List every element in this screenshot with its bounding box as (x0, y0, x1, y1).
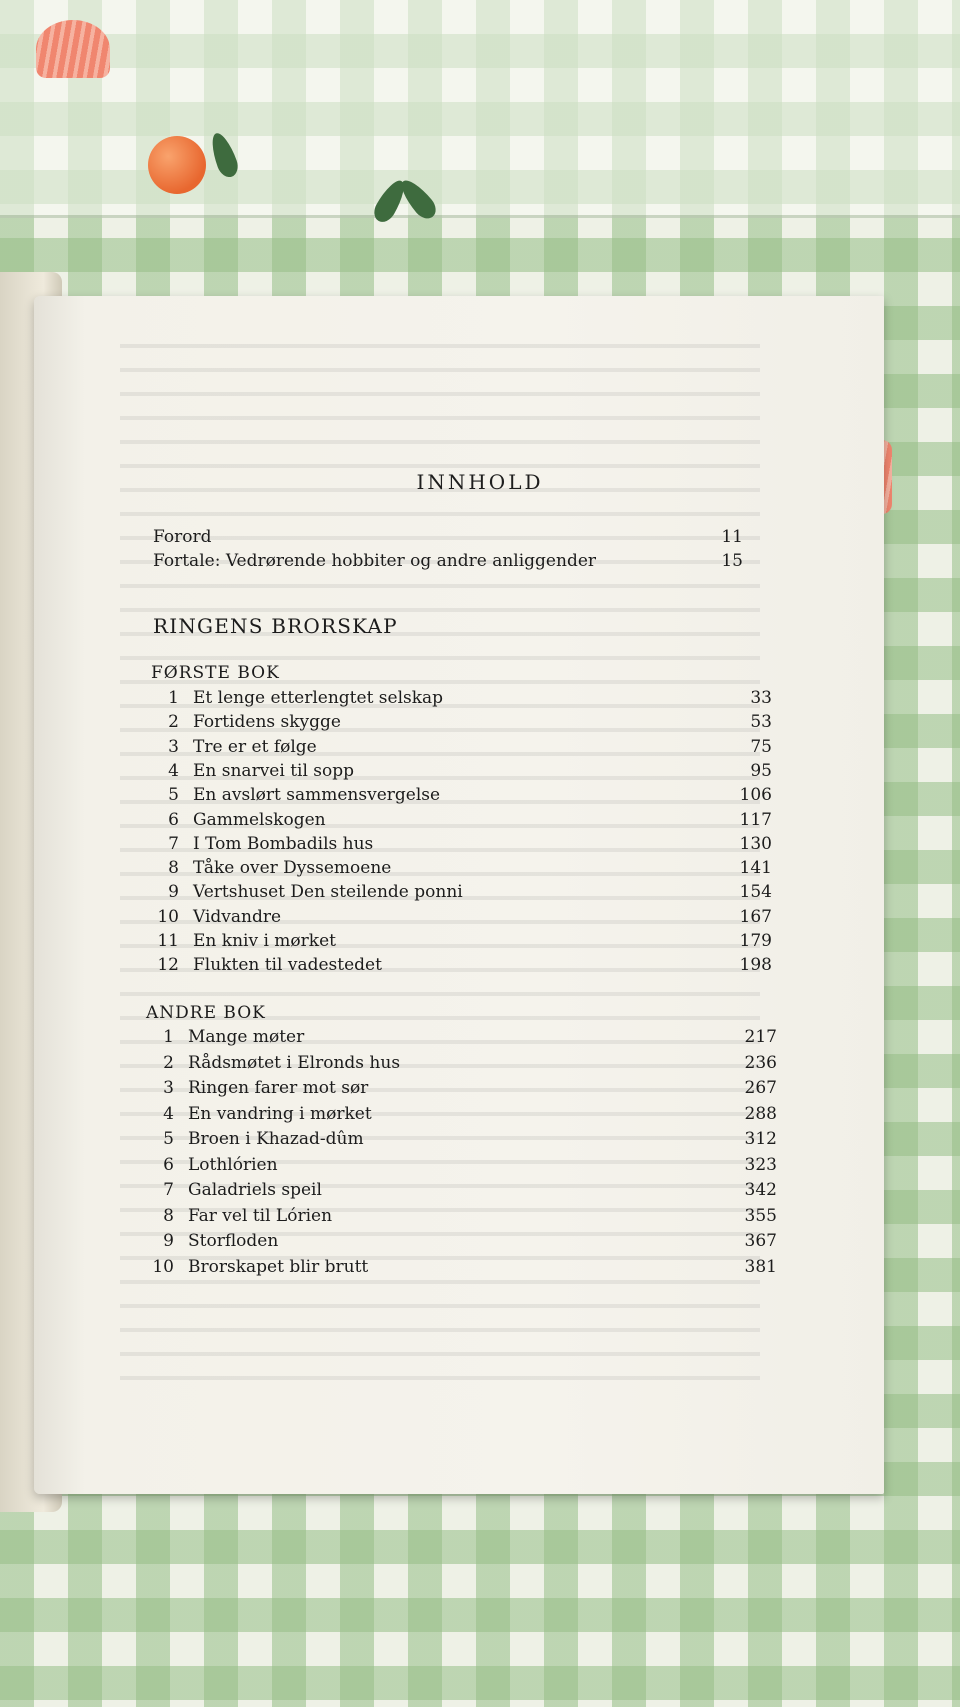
chapter-number: 4 (163, 1103, 174, 1124)
chapter-row (157, 858, 807, 880)
chapter-row (152, 1155, 802, 1177)
chapter-row (152, 1231, 802, 1253)
chapter-number: 10 (152, 1256, 174, 1277)
chapter-number: 12 (157, 955, 179, 976)
chapter-row (152, 1078, 802, 1100)
chapter-row (152, 1180, 802, 1202)
chapter-page: 53 (750, 712, 772, 733)
chapter-number: 7 (168, 833, 179, 854)
chapter-row (157, 907, 807, 929)
chapter-number: 9 (163, 1231, 174, 1251)
chapter-number: 10 (157, 906, 179, 927)
chapter-page: 236 (744, 1052, 777, 1073)
chapter-row (157, 737, 807, 759)
chapter-page: 267 (744, 1078, 777, 1098)
chapter-page: 288 (744, 1103, 777, 1124)
entry-title: Fortale: Vedrørende hobbiter og andre anliggender (153, 551, 597, 571)
chapter-title: En snarvei til sopp (193, 760, 355, 781)
chapter-number: 8 (163, 1205, 174, 1226)
chapter-title: Broen i Khazad-dûm (188, 1129, 364, 1149)
chapter-row (157, 688, 807, 710)
chapter-page: 130 (739, 833, 772, 854)
book-title: FØRSTE BOK (151, 663, 280, 683)
chapter-title: Vertshuset Den steilende ponni (193, 882, 463, 903)
chapter-page: 342 (744, 1180, 777, 1200)
chapter-number: 3 (168, 736, 179, 757)
chapter-number: 5 (163, 1129, 174, 1149)
chapter-title: Vidvandre (193, 906, 282, 927)
chapter-page: 141 (739, 858, 772, 879)
chapter-title: Flukten til vadestedet (193, 955, 382, 976)
chapter-title: En vandring i mørket (188, 1103, 372, 1124)
chapter-title: Storfloden (188, 1231, 279, 1251)
chapter-row (152, 1257, 802, 1279)
chapter-page: 154 (739, 882, 772, 903)
chapter-number: 4 (168, 760, 179, 781)
chapter-number: 7 (163, 1180, 174, 1200)
chapter-page: 217 (744, 1027, 777, 1047)
chapter-number: 6 (163, 1154, 174, 1175)
chapter-page: 323 (744, 1154, 777, 1175)
chapter-number: 2 (163, 1052, 174, 1073)
book-title: ANDRE BOK (146, 1003, 266, 1023)
chapter-title: Galadriels speil (188, 1180, 322, 1200)
chapter-row (157, 785, 807, 807)
entry-title: Forord (153, 527, 212, 547)
chapter-row (152, 1129, 802, 1151)
chapter-title: Tåke over Dyssemoene (193, 858, 392, 879)
chapter-page: 312 (744, 1129, 777, 1149)
part-title: RINGENS BRORSKAP (153, 614, 398, 638)
chapter-number: 8 (168, 858, 179, 879)
chapter-row (157, 834, 807, 856)
chapter-title: Rådsmøtet i Elronds hus (188, 1052, 401, 1073)
chapter-title: Far vel til Lórien (188, 1205, 333, 1226)
chapter-page: 198 (739, 955, 772, 976)
chapter-row (152, 1104, 802, 1126)
chapter-row (157, 955, 807, 977)
chapter-number: 9 (168, 882, 179, 903)
chapter-page: 167 (739, 906, 772, 927)
entry-page: 15 (721, 551, 743, 571)
chapter-row (152, 1027, 802, 1049)
chapter-title: Ringen farer mot sør (188, 1078, 369, 1098)
chapter-number: 2 (168, 712, 179, 733)
chapter-title: Fortidens skygge (193, 712, 341, 733)
chapter-row (157, 882, 807, 904)
chapter-number: 5 (168, 785, 179, 806)
chapter-row (152, 1206, 802, 1228)
entry-page: 11 (721, 527, 743, 547)
chapter-title: En kniv i mørket (193, 931, 336, 951)
chapter-title: Mange møter (188, 1027, 305, 1047)
chapter-number: 1 (163, 1027, 174, 1047)
chapter-title: Tre er et følge (193, 736, 317, 757)
chapter-page: 75 (750, 736, 772, 757)
chapter-page: 179 (739, 931, 772, 951)
chapter-title: I Tom Bombadils hus (193, 833, 374, 854)
chapter-page: 95 (750, 760, 772, 781)
chapter-row (157, 931, 807, 953)
chapter-title: Lothlórien (188, 1154, 278, 1175)
chapter-page: 117 (739, 809, 772, 830)
chapter-row (152, 1053, 802, 1075)
chapter-number: 11 (157, 931, 179, 951)
chapter-page: 381 (744, 1256, 777, 1277)
chapter-row (157, 712, 807, 734)
page-title: INNHOLD (416, 470, 544, 494)
toc-entry (153, 527, 799, 549)
chapter-title: Et lenge etterlengtet selskap (193, 688, 444, 708)
chapter-page: 33 (750, 688, 772, 708)
chapter-title: En avslørt sammensvergelse (193, 785, 441, 806)
chapter-number: 3 (163, 1078, 174, 1098)
chapter-title: Brorskapet blir brutt (188, 1256, 369, 1277)
chapter-row (157, 810, 807, 832)
chapter-number: 6 (168, 809, 179, 830)
chapter-title: Gammelskogen (193, 809, 326, 830)
chapter-page: 367 (744, 1231, 777, 1251)
chapter-page: 106 (739, 785, 772, 806)
chapter-number: 1 (168, 688, 179, 708)
toc-entry (153, 551, 799, 573)
chapter-row (157, 761, 807, 783)
chapter-page: 355 (744, 1205, 777, 1226)
